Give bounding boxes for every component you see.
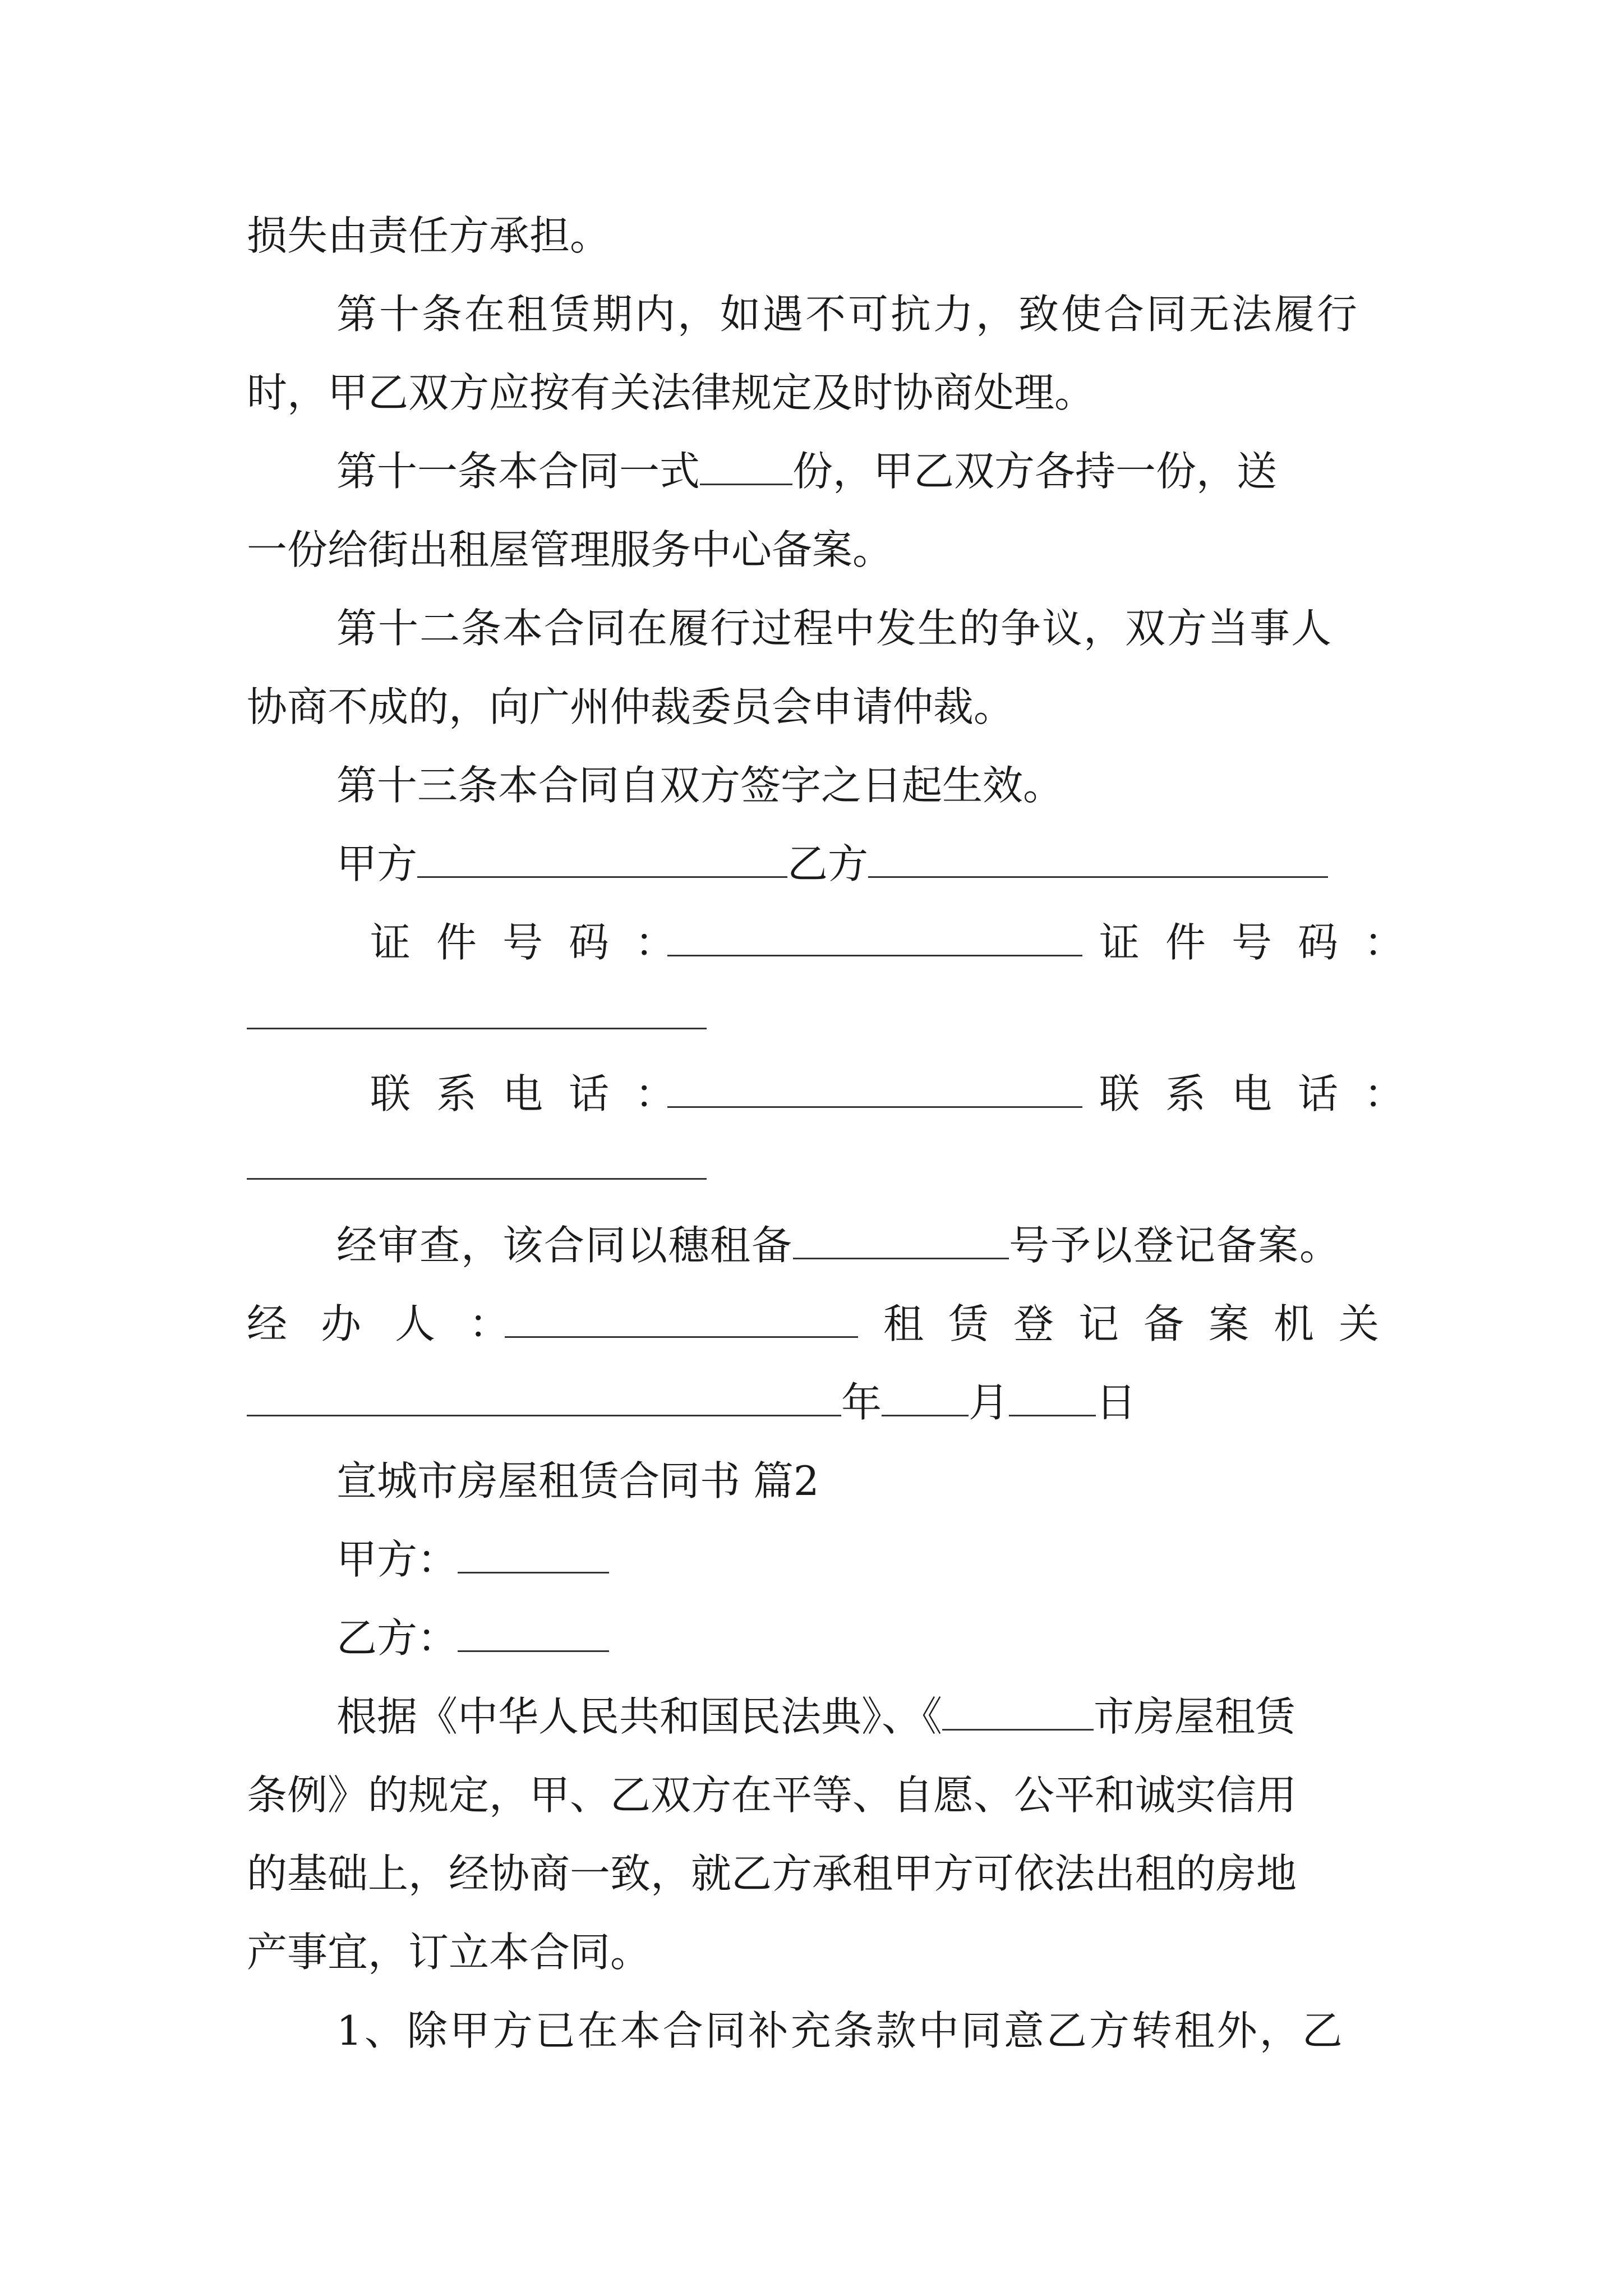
text-line	[336, 2003, 1345, 2059]
text-line	[247, 208, 610, 264]
fill-in-blank	[700, 444, 792, 485]
paragraph-text: 市房屋租赁	[1094, 1693, 1296, 1740]
heading-text: 宣城市房屋租赁合同书 篇2	[336, 1457, 819, 1504]
signature-line	[336, 836, 1328, 892]
party-b-label: 乙方	[787, 840, 869, 887]
text-line	[247, 1924, 651, 1980]
paragraph-text: 产事宜，订立本合同。	[247, 1929, 651, 1976]
date-year-label: 年	[841, 1379, 882, 1426]
date-line	[247, 1374, 1136, 1430]
fill-in-blank	[417, 837, 787, 878]
fill-in-blank	[247, 1028, 707, 1029]
paragraph-text: 经审查，该合同以穗租备	[336, 1222, 794, 1269]
paragraph-text: 第十一条本合同一式	[336, 448, 700, 495]
fill-in-blank	[505, 1336, 858, 1338]
phone-line	[370, 1066, 701, 1122]
text-line	[247, 365, 1095, 421]
handler-label: 经办人：	[247, 1300, 543, 1347]
date-day-label: 日	[1096, 1379, 1137, 1426]
party-a-label: 甲方	[336, 840, 418, 887]
fill-in-blank	[793, 1218, 1009, 1259]
text-line	[336, 600, 1332, 656]
text-line	[247, 522, 893, 578]
text-line	[336, 1688, 1295, 1745]
party-a-label: 甲方：	[336, 1536, 458, 1583]
text-line	[247, 1846, 1297, 1902]
id-number-line	[370, 914, 701, 970]
text-line	[336, 757, 1063, 813]
phone-label: 联系电话：	[1099, 1070, 1431, 1117]
section-heading	[336, 1453, 819, 1509]
fill-in-blank	[458, 1611, 609, 1652]
handler-line	[247, 1296, 543, 1352]
text-line	[247, 1767, 1297, 1823]
id-number-line	[1099, 914, 1430, 970]
registration-line	[336, 1217, 1341, 1273]
paragraph-text: 1、除甲方已在本合同补充条款中同意乙方转租外，乙	[336, 2007, 1345, 2054]
handler-line	[883, 1296, 1404, 1352]
paragraph-text: 损失由责任方承担。	[247, 212, 611, 259]
paragraph-text: 份，甲乙双方各持一份，送	[792, 448, 1278, 495]
fill-in-blank	[868, 837, 1328, 878]
paragraph-text: 条例》的规定，甲、乙双方在平等、自愿、公平和诚实信用	[247, 1772, 1297, 1819]
text-line	[247, 679, 1014, 735]
id-number-label: 证件号码：	[1099, 919, 1431, 966]
phone-line	[1099, 1066, 1430, 1122]
text-line	[336, 443, 1277, 499]
paragraph-text: 根据《中华人民共和国民法典》、《	[336, 1693, 943, 1740]
paragraph-text: 一份给街出租屋管理服务中心备案。	[247, 526, 893, 573]
fill-in-blank	[667, 1106, 1082, 1108]
paragraph-text: 时，甲乙双方应按有关法律规定及时协商处理。	[247, 369, 1095, 416]
fill-in-blank	[247, 1178, 707, 1180]
party-line	[336, 1610, 609, 1666]
party-b-label: 乙方：	[336, 1614, 458, 1662]
fill-in-blank	[247, 1375, 841, 1416]
fill-in-blank	[942, 1690, 1094, 1731]
paragraph-text: 第十三条本合同自双方签字之日起生效。	[336, 762, 1064, 809]
paragraph-text: 的基础上，经协商一致，就乙方承租甲方可依法出租的房地	[247, 1850, 1297, 1897]
paragraph-text: 号予以登记备案。	[1009, 1222, 1341, 1269]
party-line	[336, 1531, 609, 1588]
fill-in-blank	[1009, 1375, 1096, 1416]
registration-authority-label: 租赁登记备案机关	[883, 1300, 1404, 1347]
paragraph-text: 协商不成的，向广州仲裁委员会申请仲裁。	[247, 683, 1015, 730]
paragraph-text: 第十条在租赁期内，如遇不可抗力，致使合同无法履行	[336, 291, 1360, 338]
date-month-label: 月	[969, 1379, 1009, 1426]
text-line	[336, 286, 1359, 342]
phone-label: 联系电话：	[370, 1070, 702, 1117]
fill-in-blank	[667, 955, 1082, 956]
fill-in-blank	[882, 1375, 969, 1416]
fill-in-blank	[458, 1533, 609, 1573]
paragraph-text: 第十二条本合同在履行过程中发生的争议，双方当事人	[336, 605, 1333, 652]
id-number-label: 证件号码：	[370, 919, 702, 966]
